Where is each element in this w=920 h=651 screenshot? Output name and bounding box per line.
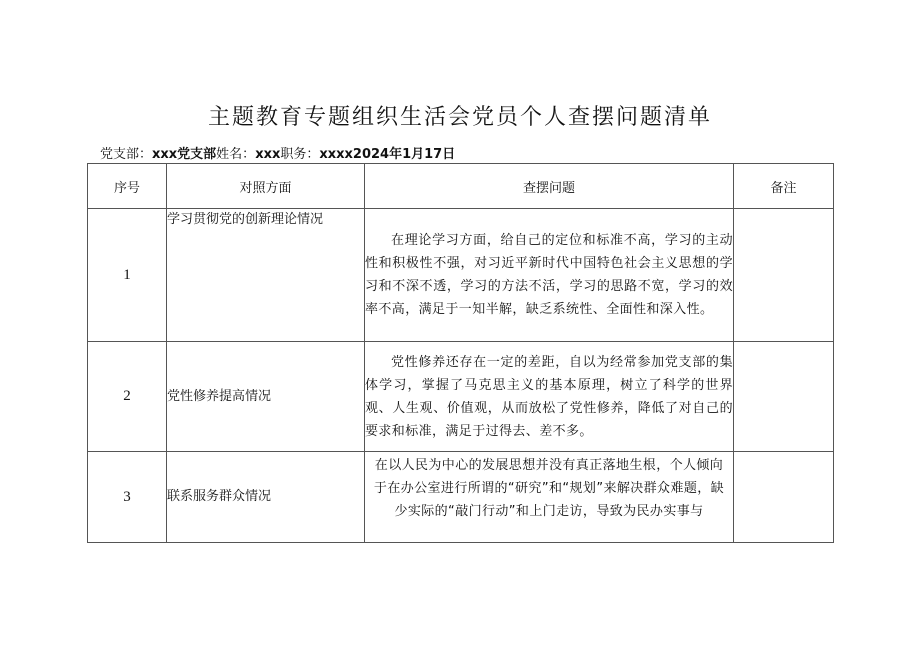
issue-list-table bbox=[87, 163, 834, 543]
header-index: 序号 bbox=[88, 164, 167, 209]
position-value: xxxx bbox=[319, 147, 353, 162]
table-row bbox=[88, 452, 834, 543]
row-issue-text: 党性修养还存在一定的差距，自以为经常参加党支部的集体学习，掌握了马克思主义的基本原理，树立了科学的世界观、人生观、价值观，从而放松了党性修养，降低了对自己的要求和标准，满足于过得去、差不多。 bbox=[365, 354, 733, 439]
row-aspect: 联系服务群众情况 bbox=[167, 452, 365, 543]
row-index: 3 bbox=[88, 452, 167, 543]
branch-label: 党支部： bbox=[100, 147, 153, 162]
row-issue-text: 在理论学习方面，给自己的定位和标准不高，学习的主动性和积极性不强，对习近平新时代中国特色社会主义思想的学习和不深不透，学习的方法不活，学习的思路不宽，学习的效率不高，满足于一知半解，缺乏系统性、全面性和深入性。 bbox=[365, 233, 733, 317]
row-aspect: 党性修养提高情况 bbox=[167, 342, 365, 452]
branch-value: xxx党支部 bbox=[152, 147, 217, 162]
position-label: 职务： bbox=[280, 147, 320, 162]
row-remark bbox=[734, 452, 834, 543]
row-issue bbox=[365, 209, 734, 342]
name-label: 姓名： bbox=[216, 147, 256, 162]
row-index: 2 bbox=[88, 342, 167, 452]
table-row bbox=[88, 209, 834, 342]
row-remark bbox=[734, 209, 834, 342]
row-aspect: 学习贯彻党的创新理论情况 bbox=[167, 209, 365, 342]
row-remark bbox=[734, 342, 834, 452]
document-date: 2024年1月17日 bbox=[352, 147, 456, 162]
header-aspect: 对照方面 bbox=[167, 164, 365, 209]
row-issue bbox=[365, 342, 734, 452]
row-issue-text: 在以人民为中心的发展思想并没有真正落地生根，个人倾向于在办公室进行所谓的“研究”和“规划”来解决群众难题，缺少实际的“敲门行动”和上门走访，导致为民办实事与 bbox=[373, 458, 725, 519]
table-row bbox=[88, 342, 834, 452]
table-header-row bbox=[88, 164, 834, 209]
header-remark: 备注 bbox=[734, 164, 834, 209]
header-issue: 查摆问题 bbox=[365, 164, 734, 209]
name-value: xxx bbox=[255, 147, 281, 162]
row-issue bbox=[365, 452, 734, 543]
document-title: 主题教育专题组织生活会党员个人查摆问题清单 bbox=[207, 105, 712, 130]
row-index: 1 bbox=[88, 209, 167, 342]
document-meta-line bbox=[100, 143, 455, 162]
